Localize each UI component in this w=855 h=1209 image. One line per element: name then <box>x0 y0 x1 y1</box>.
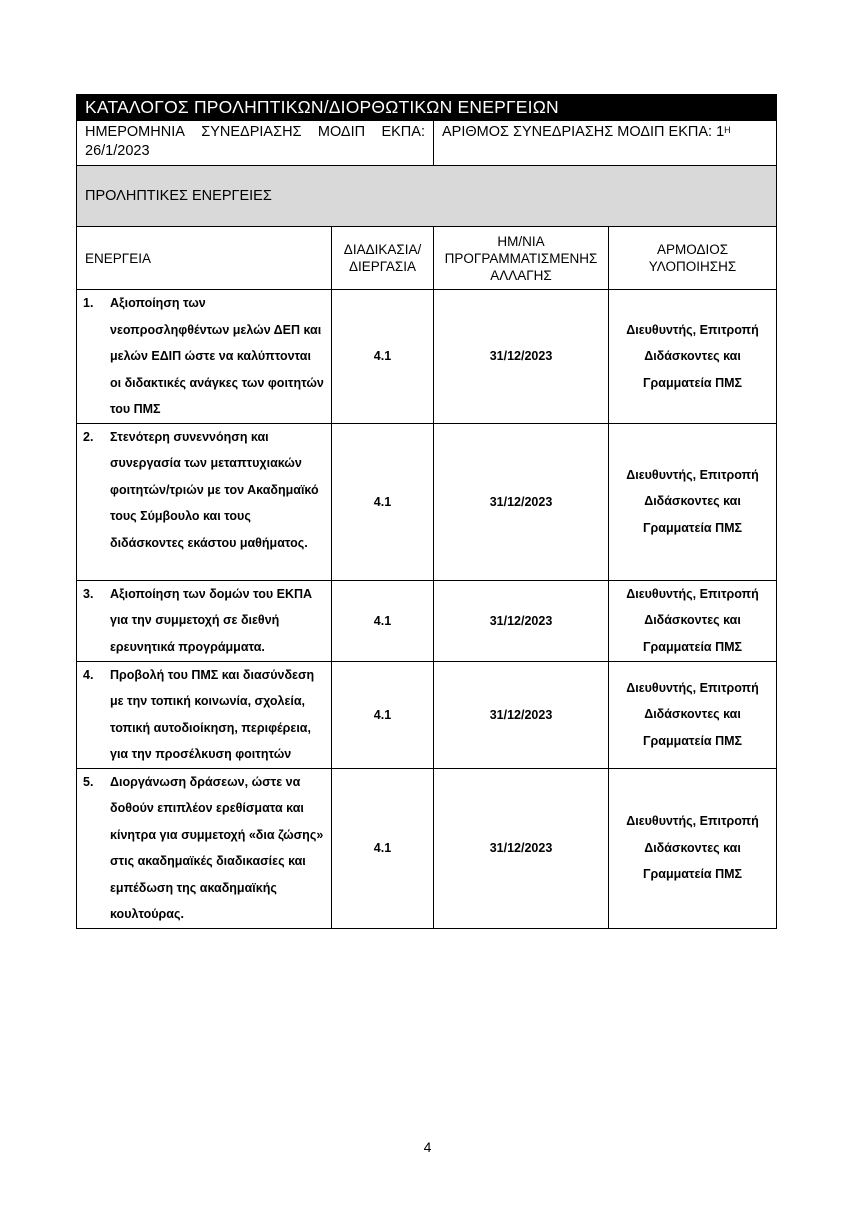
column-header-responsible: ΑΡΜΟΔΙΟΣ ΥΛΟΠΟΙΗΣΗΣ <box>609 227 777 290</box>
procedure-cell: 4.1 <box>332 661 434 768</box>
procedure-cell: 4.1 <box>332 290 434 424</box>
column-header-date: ΗΜ/ΝΙΑ ΠΡΟΓΡΑΜΜΑΤΙΣΜΕΝΗΣ ΑΛΛΑΓΗΣ <box>434 227 609 290</box>
meeting-number-superscript: Η <box>724 125 731 135</box>
meeting-number-label: ΑΡΙΘΜΟΣ ΣΥΝΕΔΡΙΑΣΗΣ ΜΟΔΙΠ ΕΚΠΑ: 1 <box>442 124 725 140</box>
action-number: 3. <box>83 586 94 601</box>
table-row <box>77 290 777 424</box>
date-cell: 31/12/2023 <box>434 580 609 661</box>
section-row <box>77 166 777 227</box>
date-cell: 31/12/2023 <box>434 423 609 580</box>
meeting-date-label-word: ΣΥΝΕΔΡΙΑΣΗΣ <box>201 124 302 140</box>
table-row <box>77 423 777 580</box>
actions-table <box>76 94 777 929</box>
action-text: Αξιοποίηση των δομών του ΕΚΠΑ για την συμμετοχή σε διεθνή ερευνητικά προγράμματα. <box>110 586 313 654</box>
procedure-cell: 4.1 <box>332 580 434 661</box>
action-number: 4. <box>83 667 94 682</box>
responsible-cell: Διευθυντής, Επιτροπή Διδάσκοντες και Γραμματεία ΠΜΣ <box>609 423 777 580</box>
column-header-row <box>77 227 777 290</box>
action-cell <box>77 290 332 424</box>
meeting-date-label-word: ΗΜΕΡΟΜΗΝΙΑ <box>85 124 185 140</box>
date-cell: 31/12/2023 <box>434 290 609 424</box>
table-row <box>77 768 777 928</box>
column-header-procedure: ΔΙΑΔΙΚΑΣΙΑ/ ΔΙΕΡΓΑΣΙΑ <box>332 227 434 290</box>
column-header-action: ΕΝΕΡΓΕΙΑ <box>77 227 332 290</box>
date-cell: 31/12/2023 <box>434 768 609 928</box>
meta-row <box>77 121 777 166</box>
action-cell <box>77 423 332 580</box>
action-cell <box>77 661 332 768</box>
responsible-cell: Διευθυντής, Επιτροπή Διδάσκοντες και Γραμματεία ΠΜΣ <box>609 580 777 661</box>
action-cell <box>77 768 332 928</box>
responsible-cell: Διευθυντής, Επιτροπή Διδάσκοντες και Γραμματεία ΠΜΣ <box>609 290 777 424</box>
meeting-number-cell <box>434 121 777 166</box>
table-row <box>77 661 777 768</box>
action-number: 2. <box>83 429 94 444</box>
action-number: 5. <box>83 774 94 789</box>
section-title: ΠΡΟΛΗΠΤΙΚΕΣ ΕΝΕΡΓΕΙΕΣ <box>77 166 777 227</box>
meeting-date-label <box>85 123 425 142</box>
page-number: 4 <box>423 1139 432 1155</box>
responsible-cell: Διευθυντής, Επιτροπή Διδάσκοντες και Γραμματεία ΠΜΣ <box>609 768 777 928</box>
action-text: Προβολή του ΠΜΣ και διασύνδεση με την τοπική κοινωνία, σχολεία, τοπική αυτοδιοίκηση, περιφέρεια, για την προσέλκυση φοιτητών <box>110 667 315 761</box>
table-row <box>77 580 777 661</box>
meeting-date-cell <box>77 121 434 166</box>
meeting-date-label-word: ΕΚΠΑ: <box>381 124 425 140</box>
action-text: Στενότερη συνεννόηση και συνεργασία των μεταπτυχιακών φοιτητών/τριών με τον Ακαδημαϊκό τους Σύμβουλο και τους διδάσκοντες εκάστου μαθήματος. <box>110 429 319 550</box>
action-cell <box>77 580 332 661</box>
meeting-date-value: 26/1/2023 <box>85 143 150 159</box>
responsible-cell: Διευθυντής, Επιτροπή Διδάσκοντες και Γραμματεία ΠΜΣ <box>609 661 777 768</box>
date-cell: 31/12/2023 <box>434 661 609 768</box>
action-text: Διοργάνωση δράσεων, ώστε να δοθούν επιπλέον ερεθίσματα και κίνητρα για συμμετοχή «δια ζώσης» στις ακαδημαϊκές διαδικασίες και εμπέδωση της ακαδημαϊκής κουλτούρας. <box>110 774 324 921</box>
procedure-cell: 4.1 <box>332 423 434 580</box>
meeting-date-label-word: ΜΟΔΙΠ <box>317 124 366 140</box>
title-row <box>77 95 777 121</box>
document-title: ΚΑΤΑΛΟΓΟΣ ΠΡΟΛΗΠΤΙΚΩΝ/ΔΙΟΡΘΩΤΙΚΩΝ ΕΝΕΡΓΕΙΩΝ <box>77 95 777 121</box>
action-number: 1. <box>83 296 94 310</box>
procedure-cell: 4.1 <box>332 768 434 928</box>
action-text: Αξιοποίηση των νεοπροσληφθέντων μελών ΔΕΠ και μελών ΕΔΙΠ ώστε να καλύπτονται οι διδακτικές ανάγκες των φοιτητών του ΠΜΣ <box>110 296 324 416</box>
